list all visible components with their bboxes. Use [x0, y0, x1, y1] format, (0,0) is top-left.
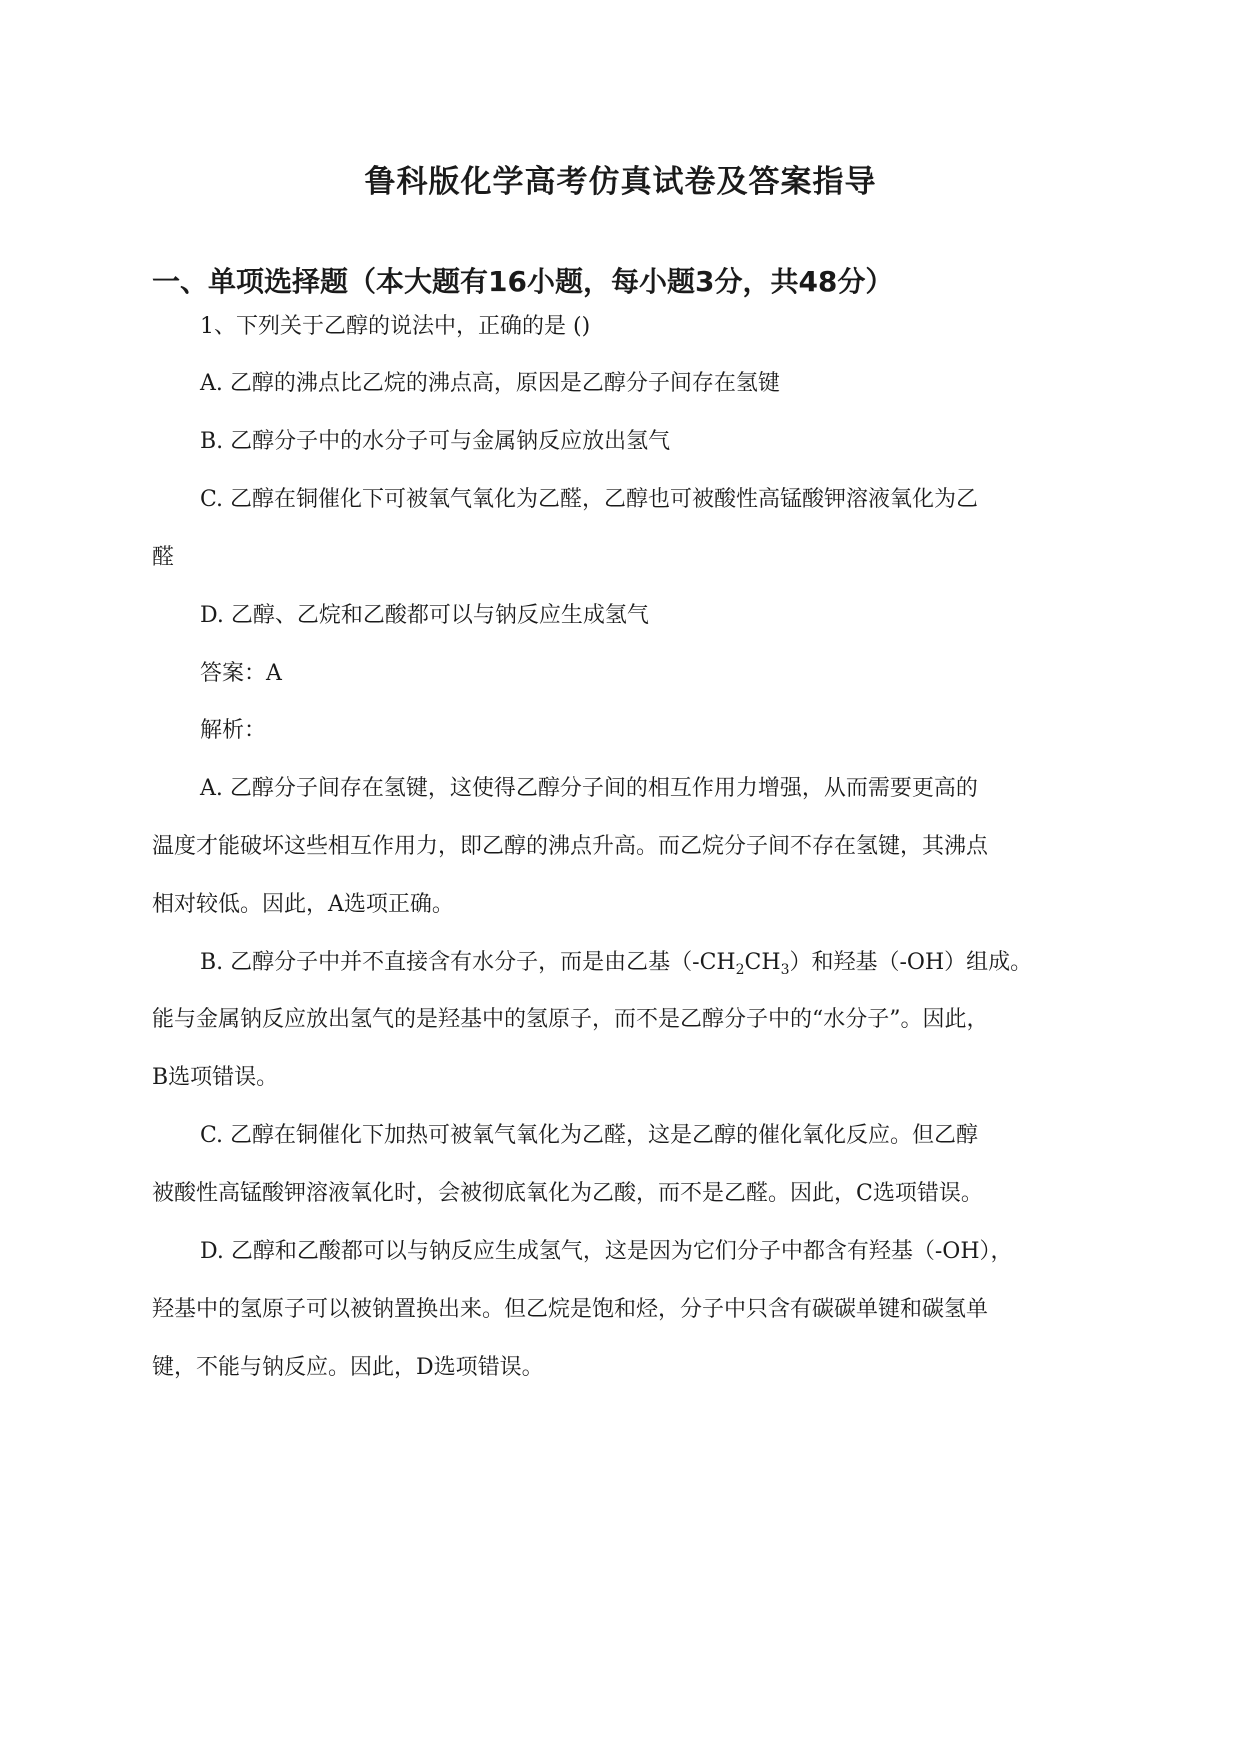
analysis-b-line1 — [200, 948, 1032, 978]
subscript-2: 2 — [735, 962, 745, 978]
document-title: 鲁科版化学高考仿真试卷及答案指导 — [364, 164, 877, 200]
analysis-b-text-post: ）和羟基（-OH）组成。 — [789, 950, 1033, 975]
analysis-b-line2: 能与金属钠反应放出氢气的是羟基中的氢原子，而不是乙醇分子中的“水分子”。因此， — [152, 1007, 989, 1032]
question-stem: 1、下列关于乙醇的说法中，正确的是 () — [200, 314, 591, 339]
analysis-a-line3: 相对较低。因此，A选项正确。 — [152, 892, 454, 917]
option-c-line2: 醛 — [152, 545, 175, 570]
analysis-b-line3: B选项错误。 — [152, 1065, 279, 1090]
analysis-d-line3: 键，不能与钠反应。因此，D选项错误。 — [152, 1355, 544, 1380]
option-d: D. 乙醇、乙烷和乙酸都可以与钠反应生成氢气 — [200, 603, 649, 628]
analysis-d-line2: 羟基中的氢原子可以被钠置换出来。但乙烷是饱和烃，分子中只含有碳碳单键和碳氢单 — [152, 1297, 989, 1322]
option-b: B. 乙醇分子中的水分子可与金属钠反应放出氢气 — [200, 429, 671, 454]
section-heading: 一、单项选择题（本大题有16小题，每小题3分，共48分） — [152, 265, 894, 298]
analysis-b-text-mid: CH — [744, 950, 781, 975]
analysis-label: 解析： — [200, 718, 267, 743]
analysis-d-line1: D. 乙醇和乙酸都可以与钠反应生成氢气，这是因为它们分子中都含有羟基（-OH）， — [200, 1239, 1013, 1264]
analysis-c-line1: C. 乙醇在铜催化下加热可被氧气氧化为乙醛，这是乙醇的催化氧化反应。但乙醇 — [200, 1123, 979, 1148]
analysis-a-line2: 温度才能破坏这些相互作用力，即乙醇的沸点升高。而乙烷分子间不存在氢键，其沸点 — [152, 834, 989, 859]
option-a: A. 乙醇的沸点比乙烷的沸点高，原因是乙醇分子间存在氢键 — [200, 371, 780, 396]
analysis-b-text-pre: B. 乙醇分子中并不直接含有水分子，而是由乙基（-CH — [200, 950, 736, 975]
subscript-3: 3 — [780, 962, 790, 978]
option-c-line1: C. 乙醇在铜催化下可被氧气氧化为乙醛，乙醇也可被酸性高锰酸钾溶液氧化为乙 — [200, 487, 979, 512]
analysis-c-line2: 被酸性高锰酸钾溶液氧化时，会被彻底氧化为乙酸，而不是乙醛。因此，C选项错误。 — [152, 1181, 983, 1206]
answer-line: 答案：A — [200, 661, 282, 686]
analysis-a-line1: A. 乙醇分子间存在氢键，这使得乙醇分子间的相互作用力增强，从而需要更高的 — [200, 776, 978, 801]
